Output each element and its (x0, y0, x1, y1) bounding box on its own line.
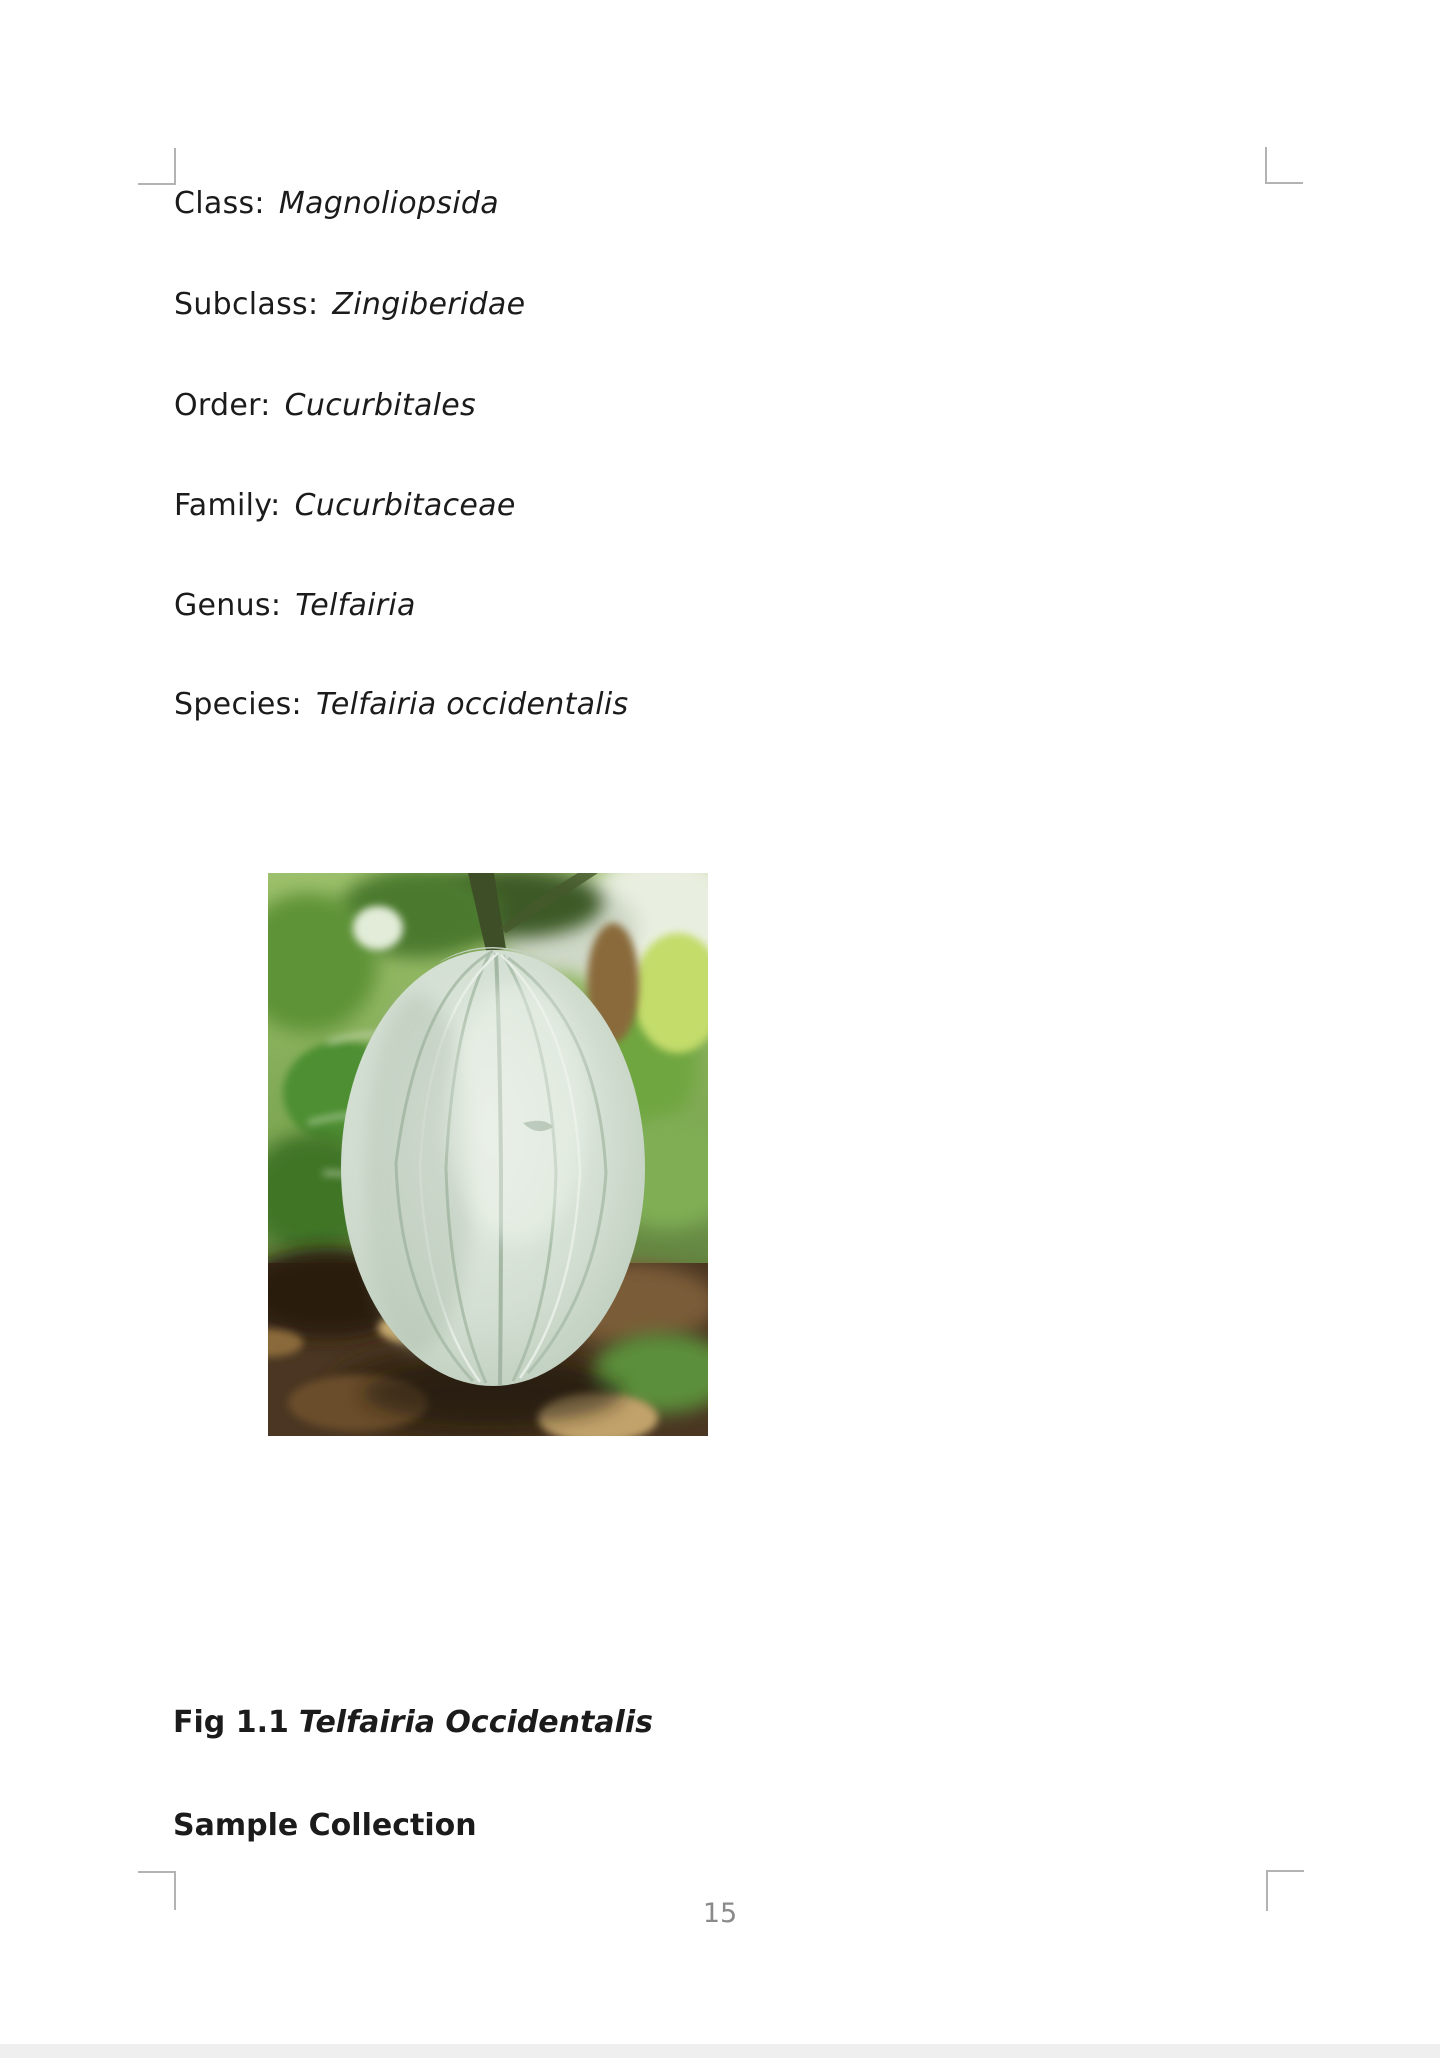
margin-crop-mark-bottom-right (1266, 1870, 1304, 1911)
page-number: 15 (702, 1898, 738, 1929)
pumpkin-fruit (341, 947, 645, 1386)
taxonomy-line-species (174, 687, 629, 722)
taxonomy-label: Genus: (174, 588, 282, 623)
taxonomy-label: Subclass: (174, 287, 319, 322)
taxonomy-value: Magnoliopsida (278, 186, 499, 221)
taxonomy-line-subclass (174, 287, 525, 322)
taxonomy-value: Cucurbitales (284, 388, 476, 423)
taxonomy-value: Telfairia occidentalis (315, 687, 629, 722)
bottom-band (0, 2044, 1440, 2058)
taxonomy-label: Class: (174, 186, 265, 221)
taxonomy-line-family (174, 488, 516, 523)
taxonomy-value: Telfairia (295, 588, 416, 623)
margin-crop-mark-top-right (1265, 147, 1303, 184)
figure-photo-fluted-pumpkin (268, 873, 708, 1436)
margin-crop-mark-bottom-left (138, 1871, 176, 1910)
taxonomy-label: Order: (174, 388, 271, 423)
taxonomy-value: Cucurbitaceae (294, 488, 516, 523)
taxonomy-line-class (174, 186, 499, 221)
figure-caption-title: Telfairia Occidentalis (298, 1705, 653, 1740)
pumpkin-photo-illustration (268, 873, 708, 1436)
taxonomy-line-order (174, 388, 476, 423)
figure-caption (173, 1705, 653, 1740)
taxonomy-value: Zingiberidae (332, 287, 526, 322)
taxonomy-label: Family: (174, 488, 281, 523)
taxonomy-line-genus (174, 588, 416, 623)
taxonomy-label: Species: (174, 687, 302, 722)
margin-crop-mark-top-left (138, 148, 176, 185)
figure-caption-number: Fig 1.1 (173, 1705, 289, 1740)
section-heading: Sample Collection (173, 1808, 477, 1843)
